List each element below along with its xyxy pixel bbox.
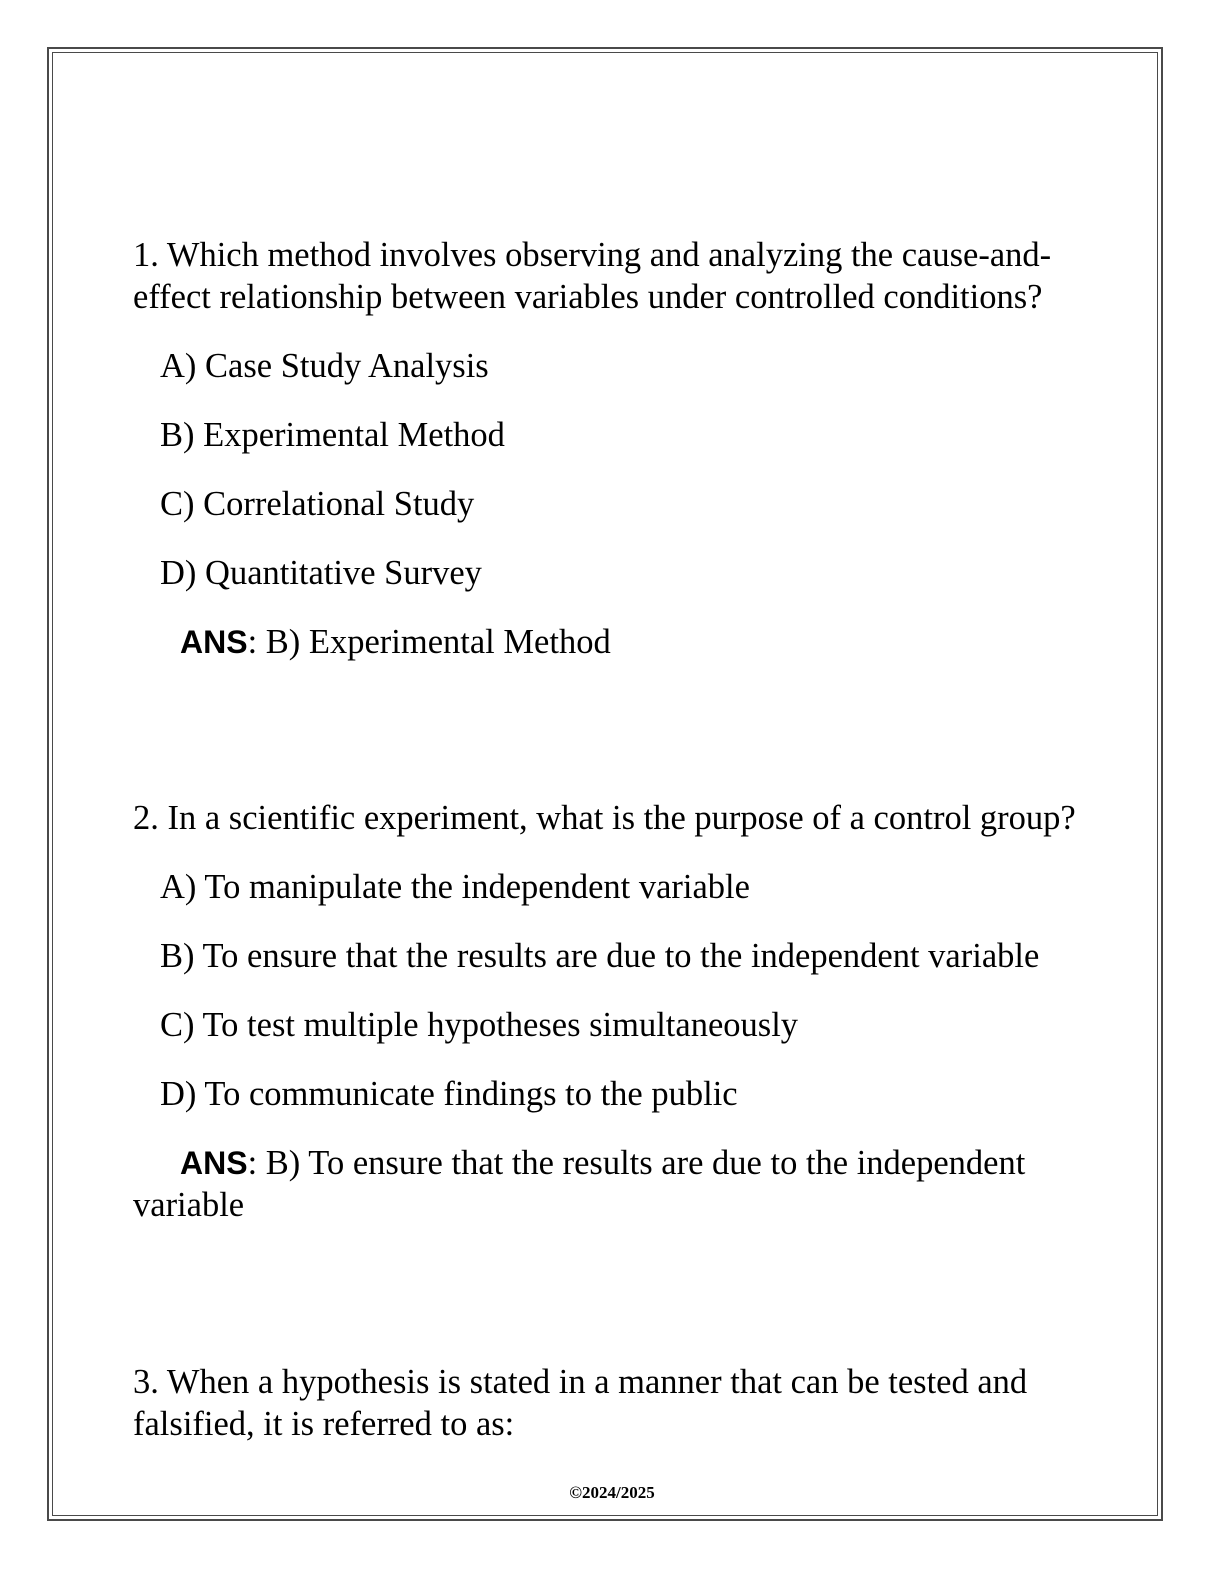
question-2-options <box>133 866 1093 1115</box>
page-footer-copyright: ©2024/2025 <box>569 1483 655 1502</box>
question-1-options <box>133 345 1093 594</box>
question-2-option-d: D) To communicate findings to the public <box>160 1075 738 1113</box>
question-2-answer-text: : B) To ensure that the results are due to the independent variable <box>133 1144 1026 1224</box>
question-3-prompt: 3. When a hypothesis is stated in a manner that can be tested and falsified, it is referred to as: <box>133 1363 1028 1443</box>
question-block-1 <box>133 234 1093 663</box>
question-2-option-b: B) To ensure that the results are due to the independent variable <box>160 937 1040 975</box>
question-1-answer-text: : B) Experimental Method <box>247 623 611 661</box>
question-2-option-a: A) To manipulate the independent variable <box>160 868 750 906</box>
question-block-3 <box>133 1361 1093 1445</box>
question-1-option-a: A) Case Study Analysis <box>160 347 489 385</box>
question-block-2 <box>133 797 1093 1226</box>
question-2-answer <box>133 1142 1093 1226</box>
question-1-option-d: D) Quantitative Survey <box>160 554 482 592</box>
question-2-answer-label: ANS <box>180 1145 248 1181</box>
question-1-option-b: B) Experimental Method <box>160 416 505 454</box>
question-1-answer-label: ANS <box>180 624 248 660</box>
question-1-prompt: 1. Which method involves observing and analyzing the cause-and-effect relationship between variables under controlled conditions? <box>133 236 1052 316</box>
question-2-option-c: C) To test multiple hypotheses simultaneously <box>160 1006 799 1044</box>
question-1-answer <box>133 621 1093 663</box>
question-1-option-c: C) Correlational Study <box>160 485 475 523</box>
question-2-prompt: 2. In a scientific experiment, what is the purpose of a control group? <box>133 799 1076 837</box>
